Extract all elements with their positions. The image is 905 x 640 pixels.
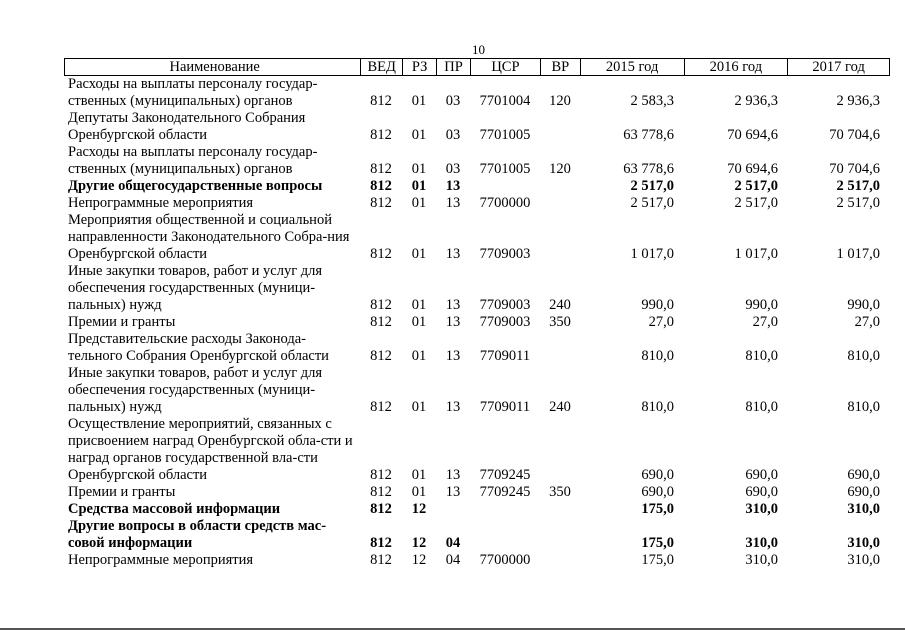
table-row: [64, 195, 890, 212]
cell-name: Осуществление мероприятий, связанных с присвоением наград Оренбургской обла-сти и наград органов государственной вла-сти Оренбургской области: [68, 416, 353, 483]
cell-2017: 310,0: [847, 552, 880, 568]
cell-pr: 13: [445, 467, 461, 483]
table-row: [64, 331, 890, 365]
table-row: [64, 484, 890, 501]
budget-table: [64, 58, 890, 569]
cell-2017: 810,0: [847, 348, 880, 364]
cell-2015: 175,0: [641, 501, 674, 517]
table-row: [64, 518, 890, 552]
cell-2016: 70 694,6: [727, 161, 778, 177]
table-row: [64, 365, 890, 416]
cell-ved: 812: [370, 348, 392, 364]
cell-2015: 690,0: [641, 484, 674, 500]
cell-ved: 812: [370, 535, 392, 551]
cell-2017: 1 017,0: [836, 246, 880, 262]
header-2015: 2015 год: [580, 59, 684, 75]
table-row: [64, 552, 890, 569]
cell-2016: 810,0: [745, 348, 778, 364]
cell-pr: 13: [445, 314, 461, 330]
cell-2017: 2 517,0: [836, 195, 880, 211]
cell-2017: 990,0: [847, 297, 880, 313]
cell-name: Иные закупки товаров, работ и услуг для обеспечения государственных (муници-пальных) нужд: [68, 263, 323, 313]
cell-name: Расходы на выплаты персоналу государ-ственных (муниципальных) органов: [68, 144, 318, 177]
cell-name: Другие вопросы в области средств мас-совой информации: [68, 518, 327, 551]
cell-2015: 175,0: [641, 535, 674, 551]
cell-csr: 7709003: [479, 314, 531, 330]
cell-vr: 120: [549, 93, 571, 109]
cell-2015: 690,0: [641, 467, 674, 483]
cell-rz: 01: [411, 178, 427, 194]
cell-2015: 2 583,3: [630, 93, 674, 109]
cell-rz: 01: [411, 93, 427, 109]
table-row: [64, 314, 890, 331]
cell-2015: 2 517,0: [630, 195, 674, 211]
table-row: [64, 76, 890, 110]
cell-2017: 2 517,0: [836, 178, 880, 194]
cell-2017: 70 704,6: [829, 127, 880, 143]
table-row: [64, 144, 890, 178]
cell-ved: 812: [370, 93, 392, 109]
cell-ved: 812: [370, 467, 392, 483]
page-bottom-rule: [0, 628, 905, 630]
header-ved: ВЕД: [360, 59, 402, 75]
cell-rz: 01: [411, 195, 427, 211]
cell-2016: 70 694,6: [727, 127, 778, 143]
cell-2017: 70 704,6: [829, 161, 880, 177]
cell-vr: 120: [549, 161, 571, 177]
cell-rz: 01: [411, 467, 427, 483]
cell-2017: 810,0: [847, 399, 880, 415]
header-2016: 2016 год: [684, 59, 788, 75]
table-row: [64, 212, 890, 263]
table-row: [64, 110, 890, 144]
table-header: [64, 58, 890, 76]
cell-rz: 01: [411, 161, 427, 177]
cell-name: Иные закупки товаров, работ и услуг для обеспечения государственных (муници-пальных) нужд: [68, 365, 323, 415]
cell-ved: 812: [370, 246, 392, 262]
cell-name: Средства массовой информации: [68, 501, 281, 517]
cell-2015: 1 017,0: [630, 246, 674, 262]
cell-name: Представительские расходы Законода-тельного Собрания Оренбургской области: [68, 331, 329, 364]
cell-csr: 7709011: [479, 399, 531, 415]
cell-2017: 310,0: [847, 535, 880, 551]
cell-vr: 350: [549, 314, 571, 330]
cell-pr: 13: [445, 484, 461, 500]
cell-csr: 7709245: [479, 467, 531, 483]
cell-pr: 13: [445, 399, 461, 415]
cell-name: Премии и гранты: [68, 314, 176, 330]
cell-ved: 812: [370, 501, 392, 517]
cell-ved: 812: [370, 195, 392, 211]
cell-vr: 350: [549, 484, 571, 500]
cell-vr: 240: [549, 399, 571, 415]
cell-2016: 990,0: [745, 297, 778, 313]
cell-ved: 812: [370, 161, 392, 177]
cell-pr: 04: [445, 552, 461, 568]
cell-rz: 12: [411, 535, 427, 551]
cell-2016: 310,0: [745, 552, 778, 568]
cell-rz: 01: [411, 127, 427, 143]
cell-rz: 01: [411, 484, 427, 500]
cell-name: Мероприятия общественной и социальной направленности Законодательного Собра-ния Оренбургской области: [68, 212, 350, 262]
cell-2016: 690,0: [745, 484, 778, 500]
cell-csr: 7709003: [479, 297, 531, 313]
cell-2016: 1 017,0: [734, 246, 778, 262]
cell-2015: 27,0: [648, 314, 674, 330]
cell-pr: 13: [445, 178, 461, 194]
cell-rz: 01: [411, 246, 427, 262]
header-2017: 2017 год: [787, 59, 889, 75]
cell-vr: 240: [549, 297, 571, 313]
cell-pr: 03: [445, 93, 461, 109]
cell-name: Расходы на выплаты персоналу государ-ственных (муниципальных) органов: [68, 76, 318, 109]
cell-rz: 01: [411, 348, 427, 364]
table-row: [64, 416, 890, 484]
cell-rz: 12: [411, 501, 427, 517]
cell-2017: 310,0: [847, 501, 880, 517]
cell-2015: 175,0: [641, 552, 674, 568]
cell-pr: 04: [445, 535, 461, 551]
cell-ved: 812: [370, 127, 392, 143]
cell-name: Другие общегосударственные вопросы: [68, 178, 323, 194]
cell-csr: 7700000: [479, 195, 531, 211]
header-rz: РЗ: [402, 59, 436, 75]
cell-name: Премии и гранты: [68, 484, 176, 500]
cell-2015: 990,0: [641, 297, 674, 313]
cell-2016: 810,0: [745, 399, 778, 415]
cell-2015: 63 778,6: [623, 161, 674, 177]
cell-2017: 690,0: [847, 467, 880, 483]
cell-2015: 810,0: [641, 399, 674, 415]
cell-2017: 27,0: [854, 314, 880, 330]
cell-2016: 310,0: [745, 501, 778, 517]
cell-pr: 03: [445, 127, 461, 143]
cell-2016: 2 936,3: [734, 93, 778, 109]
cell-rz: 12: [411, 552, 427, 568]
cell-csr: 7701005: [479, 161, 531, 177]
cell-ved: 812: [370, 178, 392, 194]
cell-rz: 01: [411, 297, 427, 313]
cell-ved: 812: [370, 399, 392, 415]
cell-2015: 810,0: [641, 348, 674, 364]
cell-ved: 812: [370, 552, 392, 568]
cell-2016: 2 517,0: [734, 178, 778, 194]
cell-ved: 812: [370, 484, 392, 500]
cell-ved: 812: [370, 314, 392, 330]
table-row: [64, 178, 890, 195]
cell-csr: 7701004: [479, 93, 531, 109]
header-name: Наименование: [169, 59, 260, 75]
cell-2016: 310,0: [745, 535, 778, 551]
table-row: [64, 501, 890, 518]
cell-ved: 812: [370, 297, 392, 313]
cell-name: Непрограммные мероприятия: [68, 195, 254, 211]
cell-rz: 01: [411, 399, 427, 415]
cell-csr: 7701005: [479, 127, 531, 143]
header-csr: ЦСР: [470, 59, 540, 75]
cell-csr: 7709011: [479, 348, 531, 364]
cell-name: Депутаты Законодательного Собрания Оренбургской области: [68, 110, 306, 143]
table-body: [64, 76, 890, 569]
cell-pr: 03: [445, 161, 461, 177]
cell-pr: 13: [445, 348, 461, 364]
cell-2017: 690,0: [847, 484, 880, 500]
cell-name: Непрограммные мероприятия: [68, 552, 254, 568]
cell-2017: 2 936,3: [836, 93, 880, 109]
cell-csr: 7700000: [479, 552, 531, 568]
cell-pr: 13: [445, 195, 461, 211]
cell-csr: 7709003: [479, 246, 531, 262]
cell-2015: 63 778,6: [623, 127, 674, 143]
cell-pr: 13: [445, 246, 461, 262]
cell-csr: 7709245: [479, 484, 531, 500]
page-number: 10: [472, 42, 485, 57]
cell-2015: 2 517,0: [630, 178, 674, 194]
cell-pr: 13: [445, 297, 461, 313]
cell-2016: 690,0: [745, 467, 778, 483]
header-pr: ПР: [436, 59, 470, 75]
header-vr: ВР: [540, 59, 580, 75]
cell-2016: 2 517,0: [734, 195, 778, 211]
cell-rz: 01: [411, 314, 427, 330]
cell-2016: 27,0: [752, 314, 778, 330]
table-row: [64, 263, 890, 314]
